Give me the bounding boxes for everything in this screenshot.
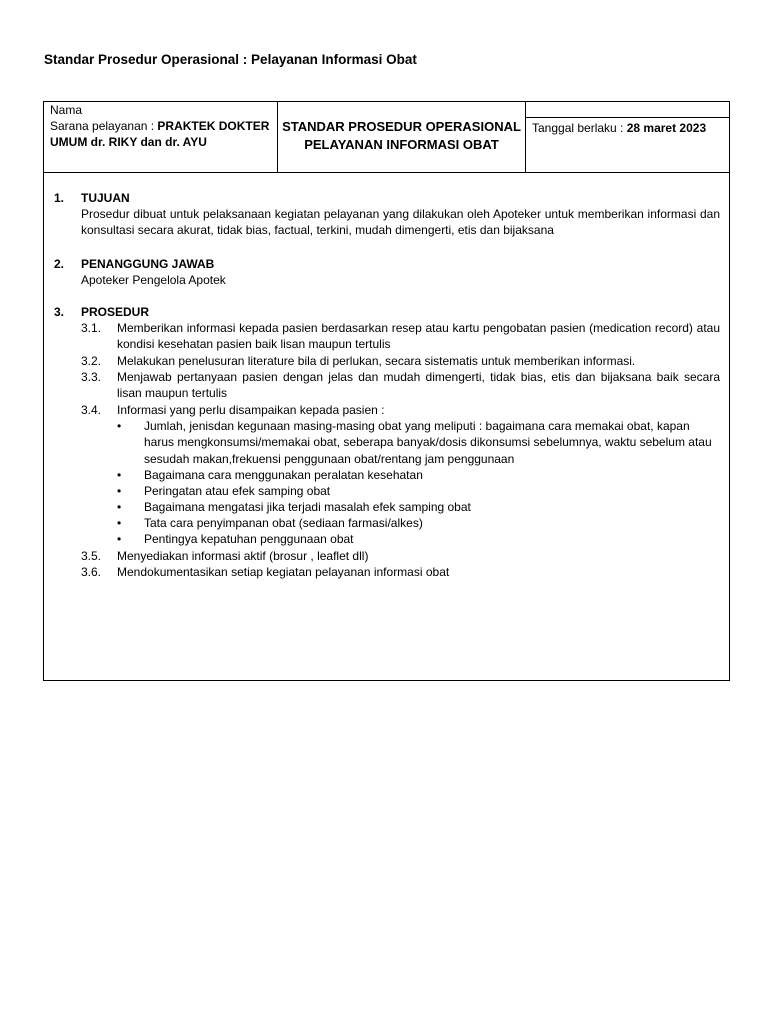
- document-title: Standar Prosedur Operasional : Pelayanan Informasi Obat: [44, 52, 417, 67]
- sarana-label: Sarana pelayanan :: [50, 119, 158, 133]
- tanggal-label: Tanggal berlaku :: [532, 121, 627, 135]
- bullet-text: Bagaimana mengatasi jika terjadi masalah efek samping obat: [144, 500, 471, 514]
- procedure-item-text: Menyediakan informasi aktif (brosur , leaflet dll): [117, 549, 369, 563]
- section-3-number: 3.: [54, 305, 65, 319]
- date-cell: [526, 102, 729, 172]
- procedure-item-number: 3.2.: [81, 354, 102, 368]
- bullet-icon: •: [117, 500, 122, 514]
- procedure-item-number: 3.6.: [81, 565, 102, 579]
- sop-title-line-2: PELAYANAN INFORMASI OBAT: [304, 137, 499, 152]
- date-line: [526, 118, 729, 136]
- bullet-icon: •: [117, 516, 122, 530]
- procedure-item-text: Melakukan penelusuran literature bila di perlukan, secara sistematis untuk memberikan informasi.: [117, 354, 636, 368]
- sop-title-line-1: STANDAR PROSEDUR OPERASIONAL: [282, 119, 521, 134]
- section-2-number: 2.: [54, 257, 65, 271]
- sarana-line-1: [50, 118, 271, 134]
- bullet-icon: •: [117, 532, 122, 546]
- bullet-icon: •: [117, 468, 122, 482]
- procedure-item-text: Menjawab pertanyaan pasien dengan jelas dan mudah dimengerti, tidak bias, etis dan bijaksana baik secara lisan maupun tertulis: [117, 370, 720, 401]
- bullet-text: Tata cara penyimpanan obat (sediaan farmasi/alkes): [144, 516, 423, 530]
- procedure-item-number: 3.3.: [81, 370, 102, 384]
- procedure-item-number: 3.5.: [81, 549, 102, 563]
- header-table: [43, 101, 730, 173]
- procedure-item-text: Mendokumentasikan setiap kegiatan pelayanan informasi obat: [117, 565, 450, 579]
- sarana-value-2: UMUM dr. RIKY dan dr. AYU: [50, 135, 207, 149]
- bullet-text: Pentingya kepatuhan penggunaan obat: [144, 532, 354, 546]
- section-1-heading: TUJUAN: [81, 191, 130, 205]
- sarana-value-1: PRAKTEK DOKTER: [157, 119, 270, 133]
- sop-title-cell: [278, 102, 526, 172]
- section-1-number: 1.: [54, 191, 65, 205]
- bullet-text: Jumlah, jenisdan kegunaan masing-masing obat yang meliputi : bagaimana cara memakai obat, kapan harus mengkonsumsi/memakai obat, seberapa banyak/dosis dikonsumsi sebelumnya, waktu sebelum atau sesudah makan,frekuensi penggunaan obat/rentang jam penggunaan: [144, 419, 712, 466]
- procedure-item-text: Informasi yang perlu disampaikan kepada pasien :: [117, 403, 385, 417]
- tanggal-value: 28 maret 2023: [626, 121, 707, 135]
- procedure-body: [43, 172, 730, 681]
- section-2-text: Apoteker Pengelola Apotek: [81, 273, 226, 287]
- procedure-item-number: 3.1.: [81, 321, 102, 335]
- section-1-text: Prosedur dibuat untuk pelaksanaan kegiatan pelayanan yang dilakukan oleh Apoteker untuk memberikan informasi dan konsultasi secara akurat, tidak bias, factual, terkini, mudah dimengerti, etis dan bijaksana: [81, 207, 720, 238]
- procedure-item-text: Memberikan informasi kepada pasien berdasarkan resep atau kartu pengobatan pasien (medication record) atau kondisi kesehatan pasien baik lisan maupun tertulis: [117, 321, 720, 352]
- facility-cell: [44, 102, 278, 172]
- date-cell-top: [526, 102, 729, 118]
- bullet-icon: •: [117, 484, 122, 498]
- nama-label: Nama: [50, 103, 83, 117]
- section-3-heading: PROSEDUR: [81, 305, 150, 319]
- bullet-icon: •: [117, 419, 122, 433]
- section-2-heading: PENANGGUNG JAWAB: [81, 257, 215, 271]
- bullet-text: Peringatan atau efek samping obat: [144, 484, 331, 498]
- bullet-text: Bagaimana cara menggunakan peralatan kesehatan: [144, 468, 423, 482]
- procedure-item-number: 3.4.: [81, 403, 102, 417]
